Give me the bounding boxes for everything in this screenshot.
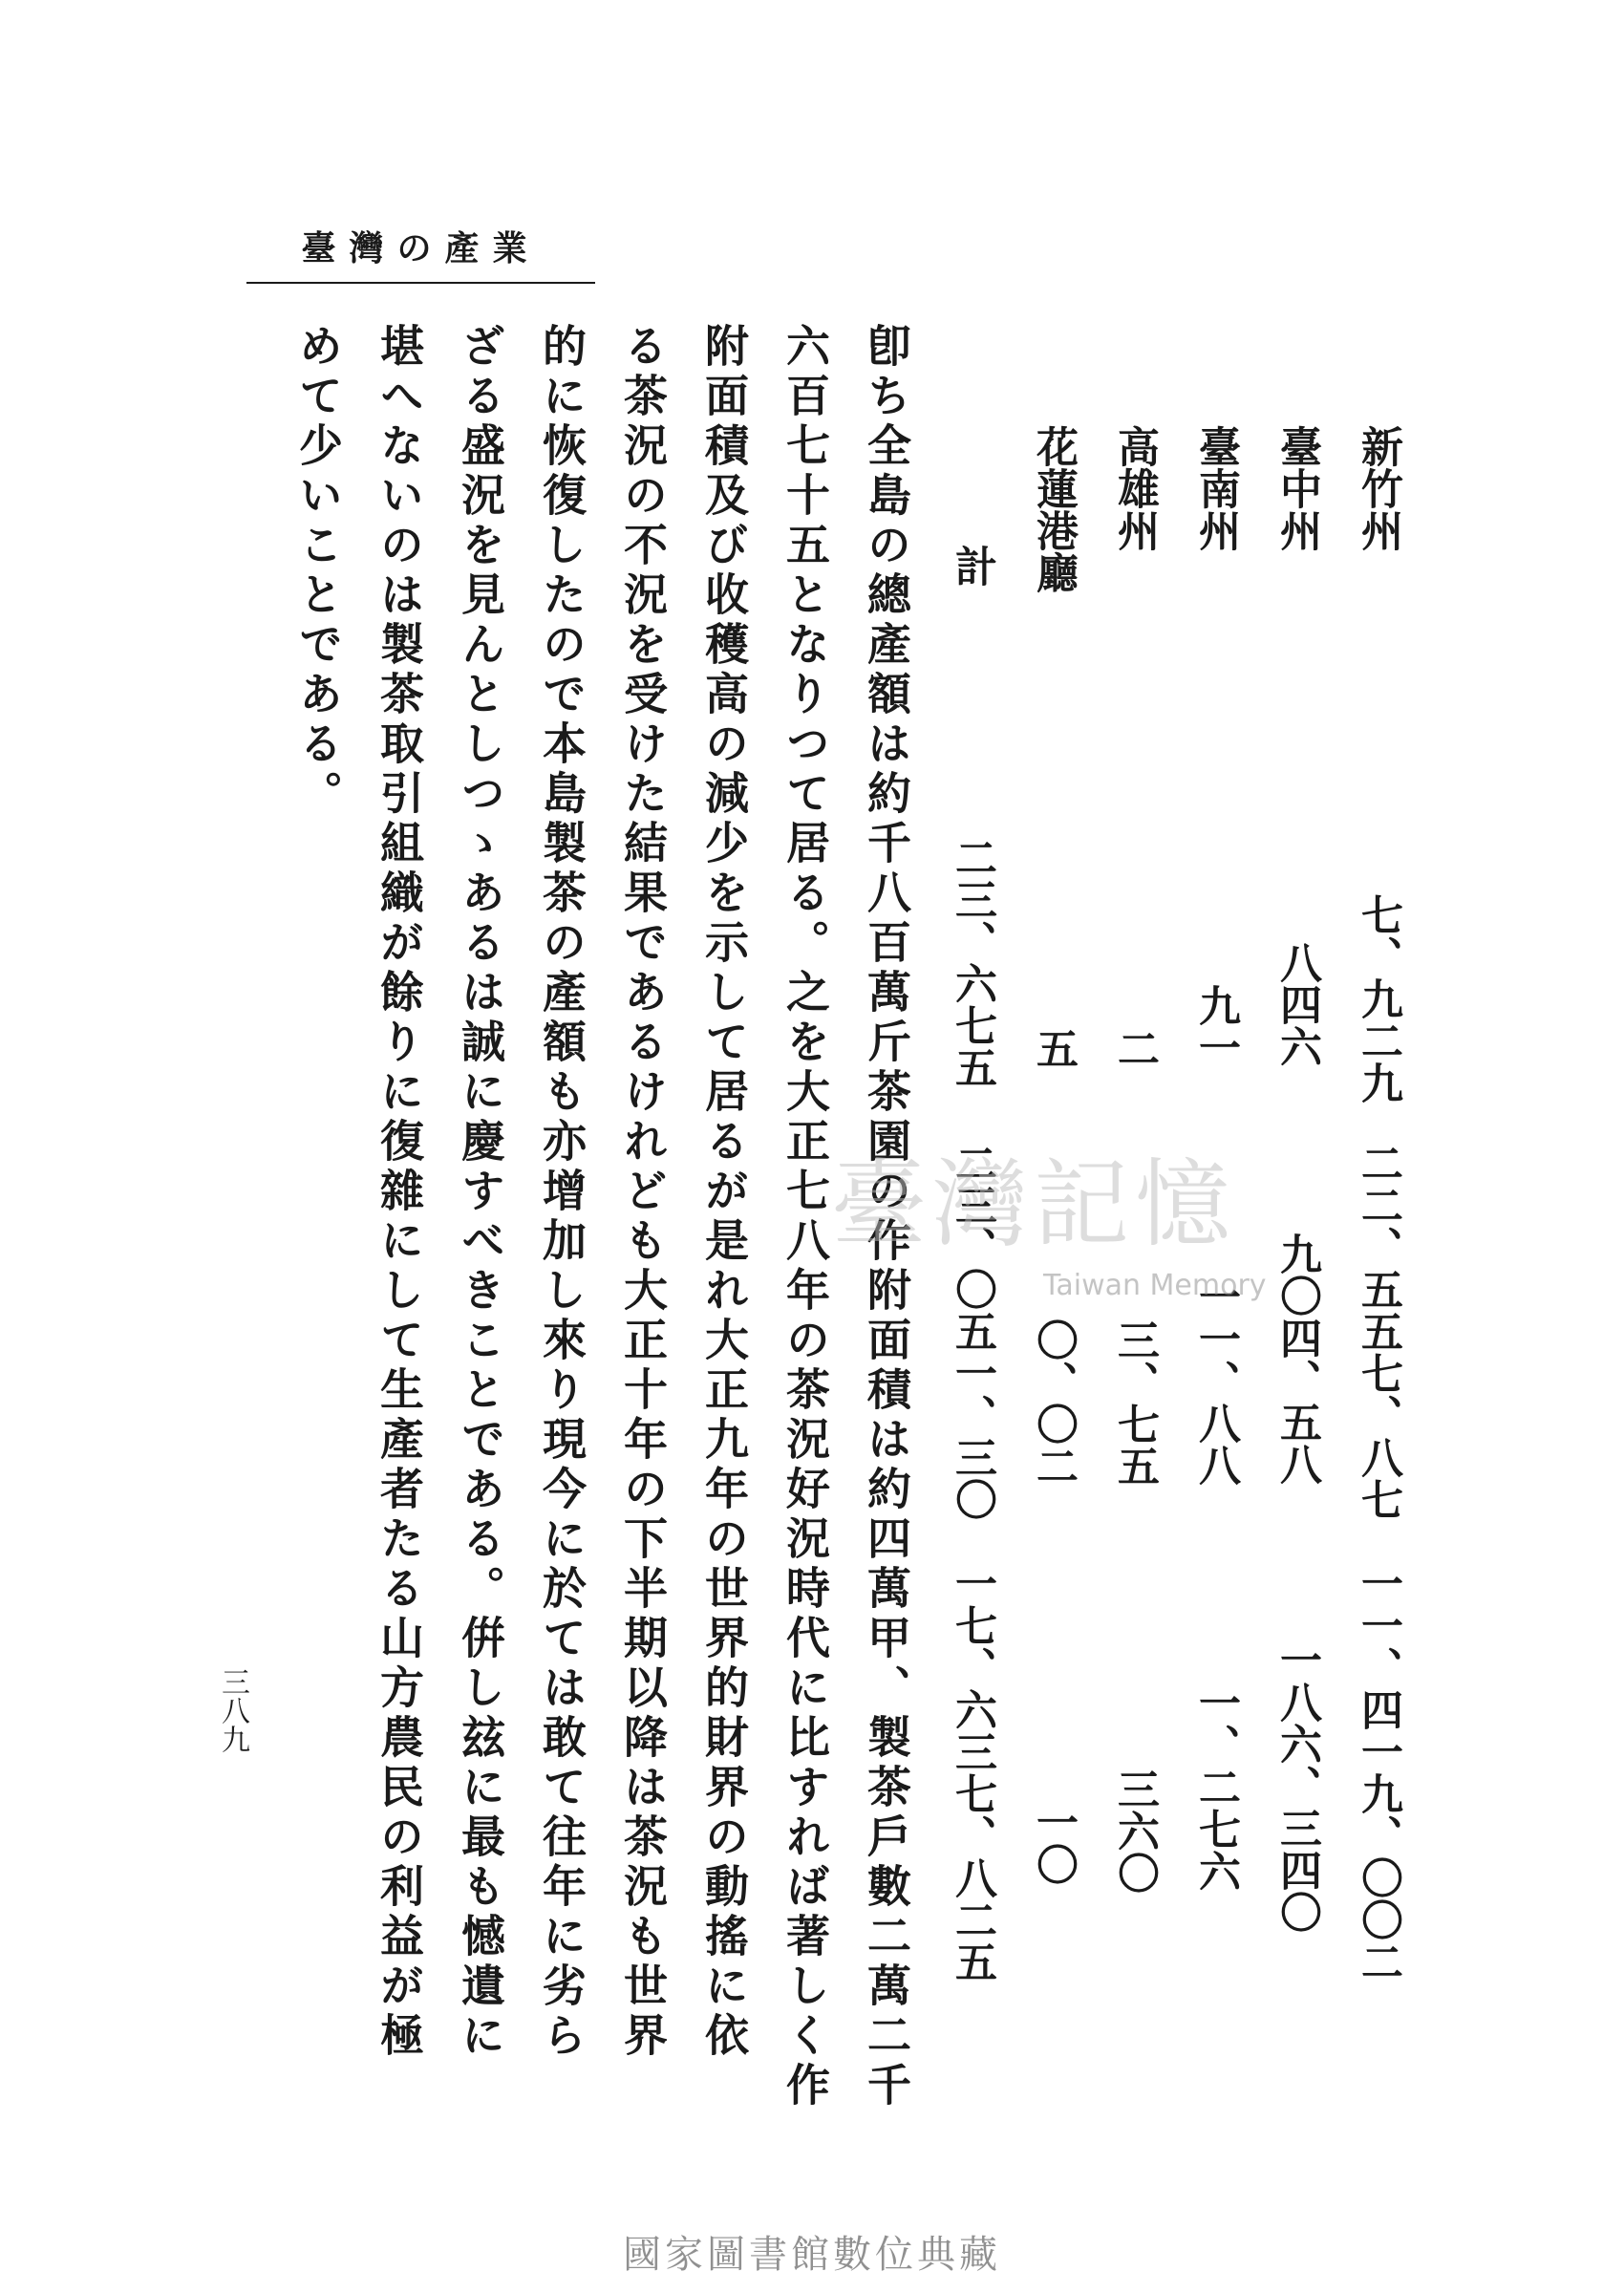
watermark-title: 臺灣記憶	[831, 1148, 1236, 1260]
table-row-name: 新竹州	[1354, 425, 1402, 551]
table-cell-col2: 〇、〇二	[1029, 1318, 1078, 1487]
body-text-column: 卽ち全島の總產額は約千八百萬斤茶園の作附面積は約四萬甲、製茶戶數二萬二千	[861, 323, 912, 2111]
table-cell-col2: 二三、〇五一、三〇	[948, 1142, 996, 1520]
table-cell-col3: 一一、四一九、〇〇二	[1354, 1562, 1402, 1982]
header-rule	[246, 282, 595, 284]
running-header-title: 臺灣の產業	[301, 228, 541, 268]
table-cell-col2: 一一、八八	[1191, 1275, 1240, 1486]
table-row-name: 臺南州	[1191, 425, 1240, 551]
body-text-column: ざる盛況を見んとしつゝあるは誠に慶すべきことである。倂し玆に最も憾遺に	[455, 323, 506, 2062]
table-cell-col2: 三、七五	[1110, 1318, 1159, 1487]
table-cell-col1: 九一	[1191, 984, 1240, 1068]
table-row-name: 計	[948, 545, 996, 587]
table-cell-col3: 一八六、三四〇	[1272, 1639, 1321, 1933]
page-number: 三八九	[216, 1667, 249, 1753]
table-cell-col3: 一、二七六	[1191, 1682, 1240, 1892]
table-row-name: 花蓮港廳	[1029, 425, 1078, 593]
table-cell-col1: 五	[1029, 1027, 1078, 1069]
table-cell-col1: 七、九二九	[1354, 893, 1402, 1104]
table-cell-col3: 一〇	[1029, 1801, 1078, 1885]
body-text-column: 六百七十五となりつて居る。之を大正七八年の茶況好況時代に比すれば著しく作	[780, 323, 831, 2111]
body-text-column: る茶況の不況を受けた結果であるけれども大正十年の下半期以降は茶況も世界	[617, 323, 669, 2062]
table-cell-col2: 二二、五五七、八七	[1354, 1142, 1402, 1520]
table-row-name: 臺中州	[1272, 425, 1321, 551]
watermark	[831, 1127, 1309, 1302]
table-cell-col1: 二	[1110, 1027, 1159, 1069]
body-text-column: 的に恢復したので本島製茶の產額も亦增加し來り現今に於ては敢て往年に劣ら	[536, 323, 588, 2062]
table-cell-col3: 三六〇	[1110, 1768, 1159, 1894]
table-cell-col2: 九〇四、五八	[1272, 1232, 1321, 1485]
body-text-column: 堪へないのは製茶取引組織が餘りに復雜にして生產者たる山方農民の利益が極	[374, 323, 425, 2062]
body-text-column: 附面積及び收穫高の減少を示して居るが是れ大正九年の世界的財界の動搖に依	[698, 323, 750, 2062]
table-cell-col3: 一七、六三七、八二五	[948, 1562, 996, 1982]
running-header	[0, 222, 592, 269]
body-text-column: めて少いことである。	[292, 323, 344, 820]
table-cell-col1: 二三、六七五	[948, 836, 996, 1088]
watermark-subtitle: Taiwan Memory	[1043, 1269, 1267, 1302]
table-row-name: 高雄州	[1110, 425, 1159, 551]
table-cell-col1: 八四六	[1272, 941, 1321, 1067]
footer-text: 國家圖書館數位典藏	[623, 2233, 1001, 2277]
